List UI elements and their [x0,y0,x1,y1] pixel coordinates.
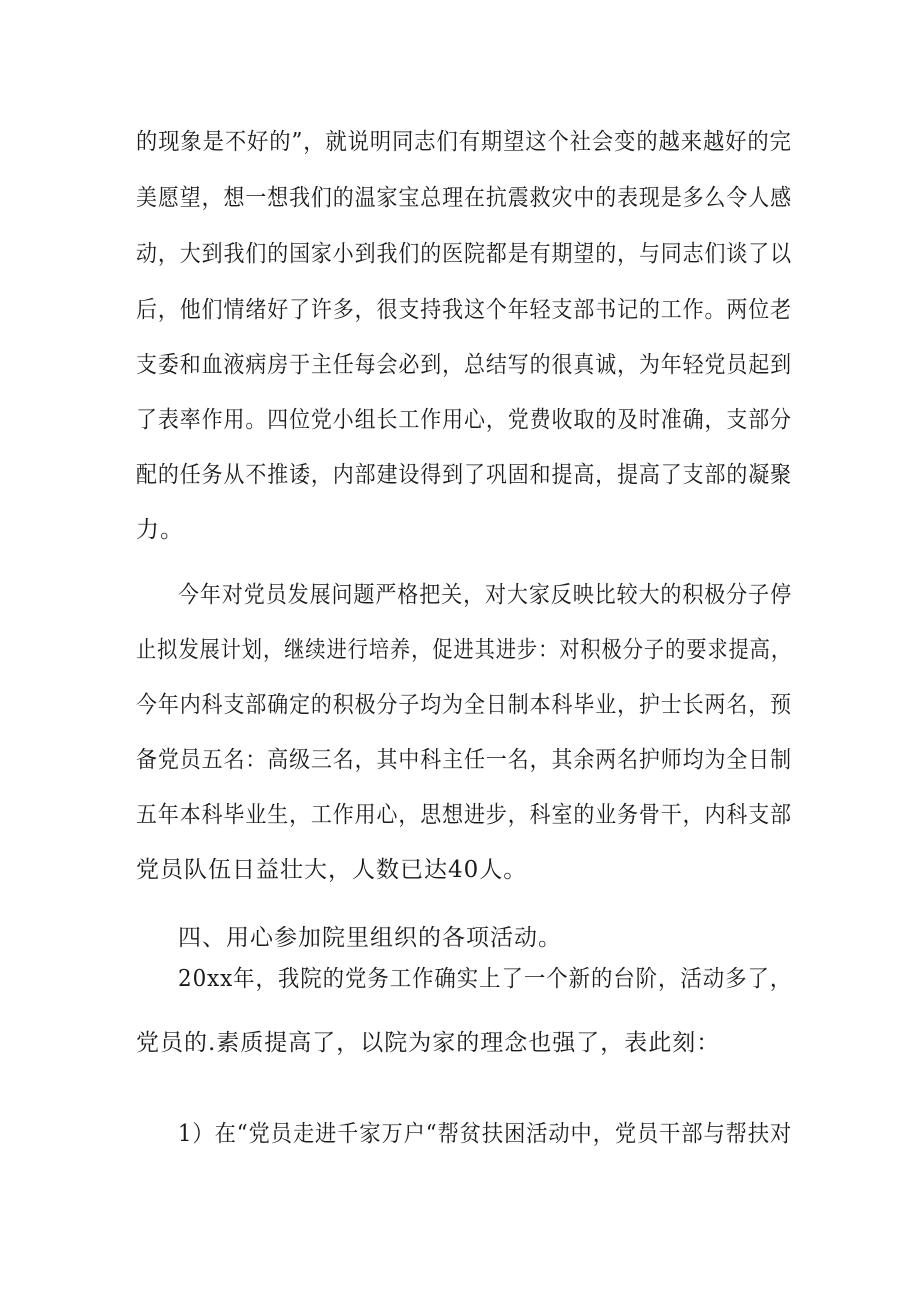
paragraph-1-line-3: 动，大到我们的国家小到我们的医院都是有期望的，与同志们谈了以 [136,241,792,267]
paragraph-1-line-6: 了表率作用。四位党小组长工作用心，党费收取的及时准确，支部分 [136,407,792,433]
paragraph-1-line-2: 美愿望，想一想我们的温家宝总理在抗震救灾中的表现是多么令人感 [136,185,792,211]
paragraph-1-line-8: 力。 [136,517,184,543]
paragraph-1-line-4: 后，他们情绪好了许多，很支持我这个年轻支部书记的工作。两位老 [136,297,792,323]
list-item-1: 1）在“党员走进千家万户“帮贫扶困活动中，党员干部与帮扶对 [178,1121,793,1147]
paragraph-2-line-1: 今年对党员发展问题严格把关，对大家反映比较大的积极分子停 [178,582,792,608]
section-heading-4: 四、用心参加院里组织的各项活动。 [178,925,562,951]
paragraph-1-line-1: 的现象是不好的”，就说明同志们有期望这个社会变的越来越好的完 [136,129,792,155]
paragraph-3-line-2: 党员的.素质提高了，以院为家的理念也强了，表此刻： [136,1030,721,1056]
paragraph-1-line-7: 配的任务从不推诿，内部建设得到了巩固和提高，提高了支部的凝聚 [136,462,792,488]
paragraph-2-line-4: 备党员五名：高级三名，其中科主任一名，其余两名护师均为全日制 [136,747,792,773]
paragraph-2-line-3: 今年内科支部确定的积极分子均为全日制本科毕业，护士长两名，预 [136,692,792,718]
paragraph-3-line-1: 20xx年，我院的党务工作确实上了一个新的台阶，活动多了， [178,966,793,992]
paragraph-1-line-5: 支委和血液病房于主任每会必到，总结写的很真诚，为年轻党员起到 [136,352,792,378]
paragraph-2-line-5: 五年本科毕业生，工作用心，思想进步，科室的业务骨干，内科支部 [136,802,792,828]
paragraph-2-line-6: 党员队伍日益壮大，人数已达40人。 [136,857,528,883]
paragraph-2-line-2: 止拟发展计划，继续进行培养，促进其进步：对积极分子的要求提高， [136,637,792,663]
